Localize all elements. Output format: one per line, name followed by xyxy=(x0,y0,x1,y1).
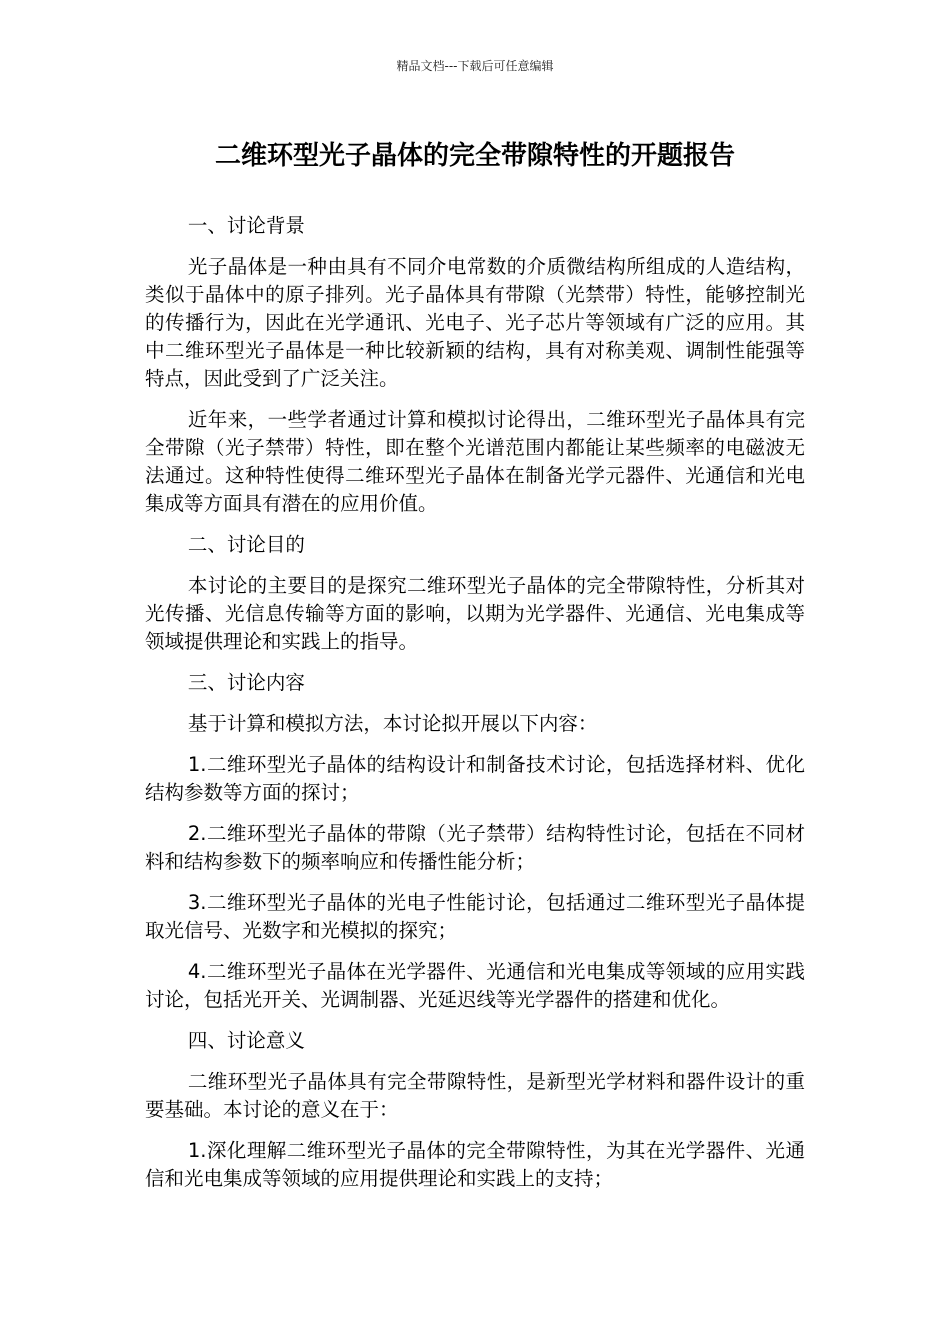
section-content xyxy=(145,669,805,1014)
list-item: 3.二维环型光子晶体的光电子性能讨论，包括通过二维环型光子晶体提取光信号、光数字和光模拟的探究； xyxy=(145,891,805,942)
section-heading: 三、讨论内容 xyxy=(187,671,305,694)
document-title: 二维环型光子晶体的完全带隙特性的开题报告 xyxy=(214,141,735,171)
list-item: 1.深化理解二维环型光子晶体的完全带隙特性，为其在光学器件、光通信和光电集成等领域的应用提供理论和实践上的支持； xyxy=(145,1139,805,1190)
paragraph: 二维环型光子晶体具有完全带隙特性，是新型光学材料和器件设计的重要基础。本讨论的意义在于： xyxy=(145,1070,805,1121)
paragraph: 近年来，一些学者通过计算和模拟讨论得出，二维环型光子晶体具有完全带隙（光子禁带）特性，即在整个光谱范围内都能让某些频率的电磁波无法通过。这种特性使得二维环型光子晶体在制备光学元器件、光通信和光电集成等方面具有潜在的应用价值。 xyxy=(145,408,805,515)
list-item: 2.二维环型光子晶体的带隙（光子禁带）结构特性讨论，包括在不同材料和结构参数下的频率响应和传播性能分析； xyxy=(145,822,805,873)
section-background xyxy=(145,212,805,518)
section-significance xyxy=(145,1027,805,1193)
section-heading: 四、讨论意义 xyxy=(187,1029,305,1052)
list-item: 4.二维环型光子晶体在光学器件、光通信和光电集成等领域的应用实践讨论，包括光开关、光调制器、光延迟线等光学器件的搭建和优化。 xyxy=(145,960,805,1011)
list-item: 1.二维环型光子晶体的结构设计和制备技术讨论，包括选择材料、优化结构参数等方面的探讨； xyxy=(145,753,805,804)
section-heading: 二、讨论目的 xyxy=(187,533,305,556)
paragraph: 本讨论的主要目的是探究二维环型光子晶体的完全带隙特性，分析其对光传播、光信息传输等方面的影响，以期为光学器件、光通信、光电集成等领域提供理论和实践上的指导。 xyxy=(145,574,805,653)
section-purpose xyxy=(145,531,805,656)
paragraph: 基于计算和模拟方法，本讨论拟开展以下内容： xyxy=(187,712,598,735)
section-heading: 一、讨论背景 xyxy=(187,214,305,237)
paragraph: 光子晶体是一种由具有不同介电常数的介质微结构所组成的人造结构，类似于晶体中的原子排列。光子晶体具有带隙（光禁带）特性，能够控制光的传播行为，因此在光学通讯、光电子、光子芯片等领域有广泛的应用。其中二维环型光子晶体是一种比较新颖的结构，具有对称美观、调制性能强等特点，因此受到了广泛关注。 xyxy=(145,255,805,390)
header-note: 精品文档---下载后可任意编辑 xyxy=(396,59,554,73)
document-body xyxy=(145,212,805,1206)
